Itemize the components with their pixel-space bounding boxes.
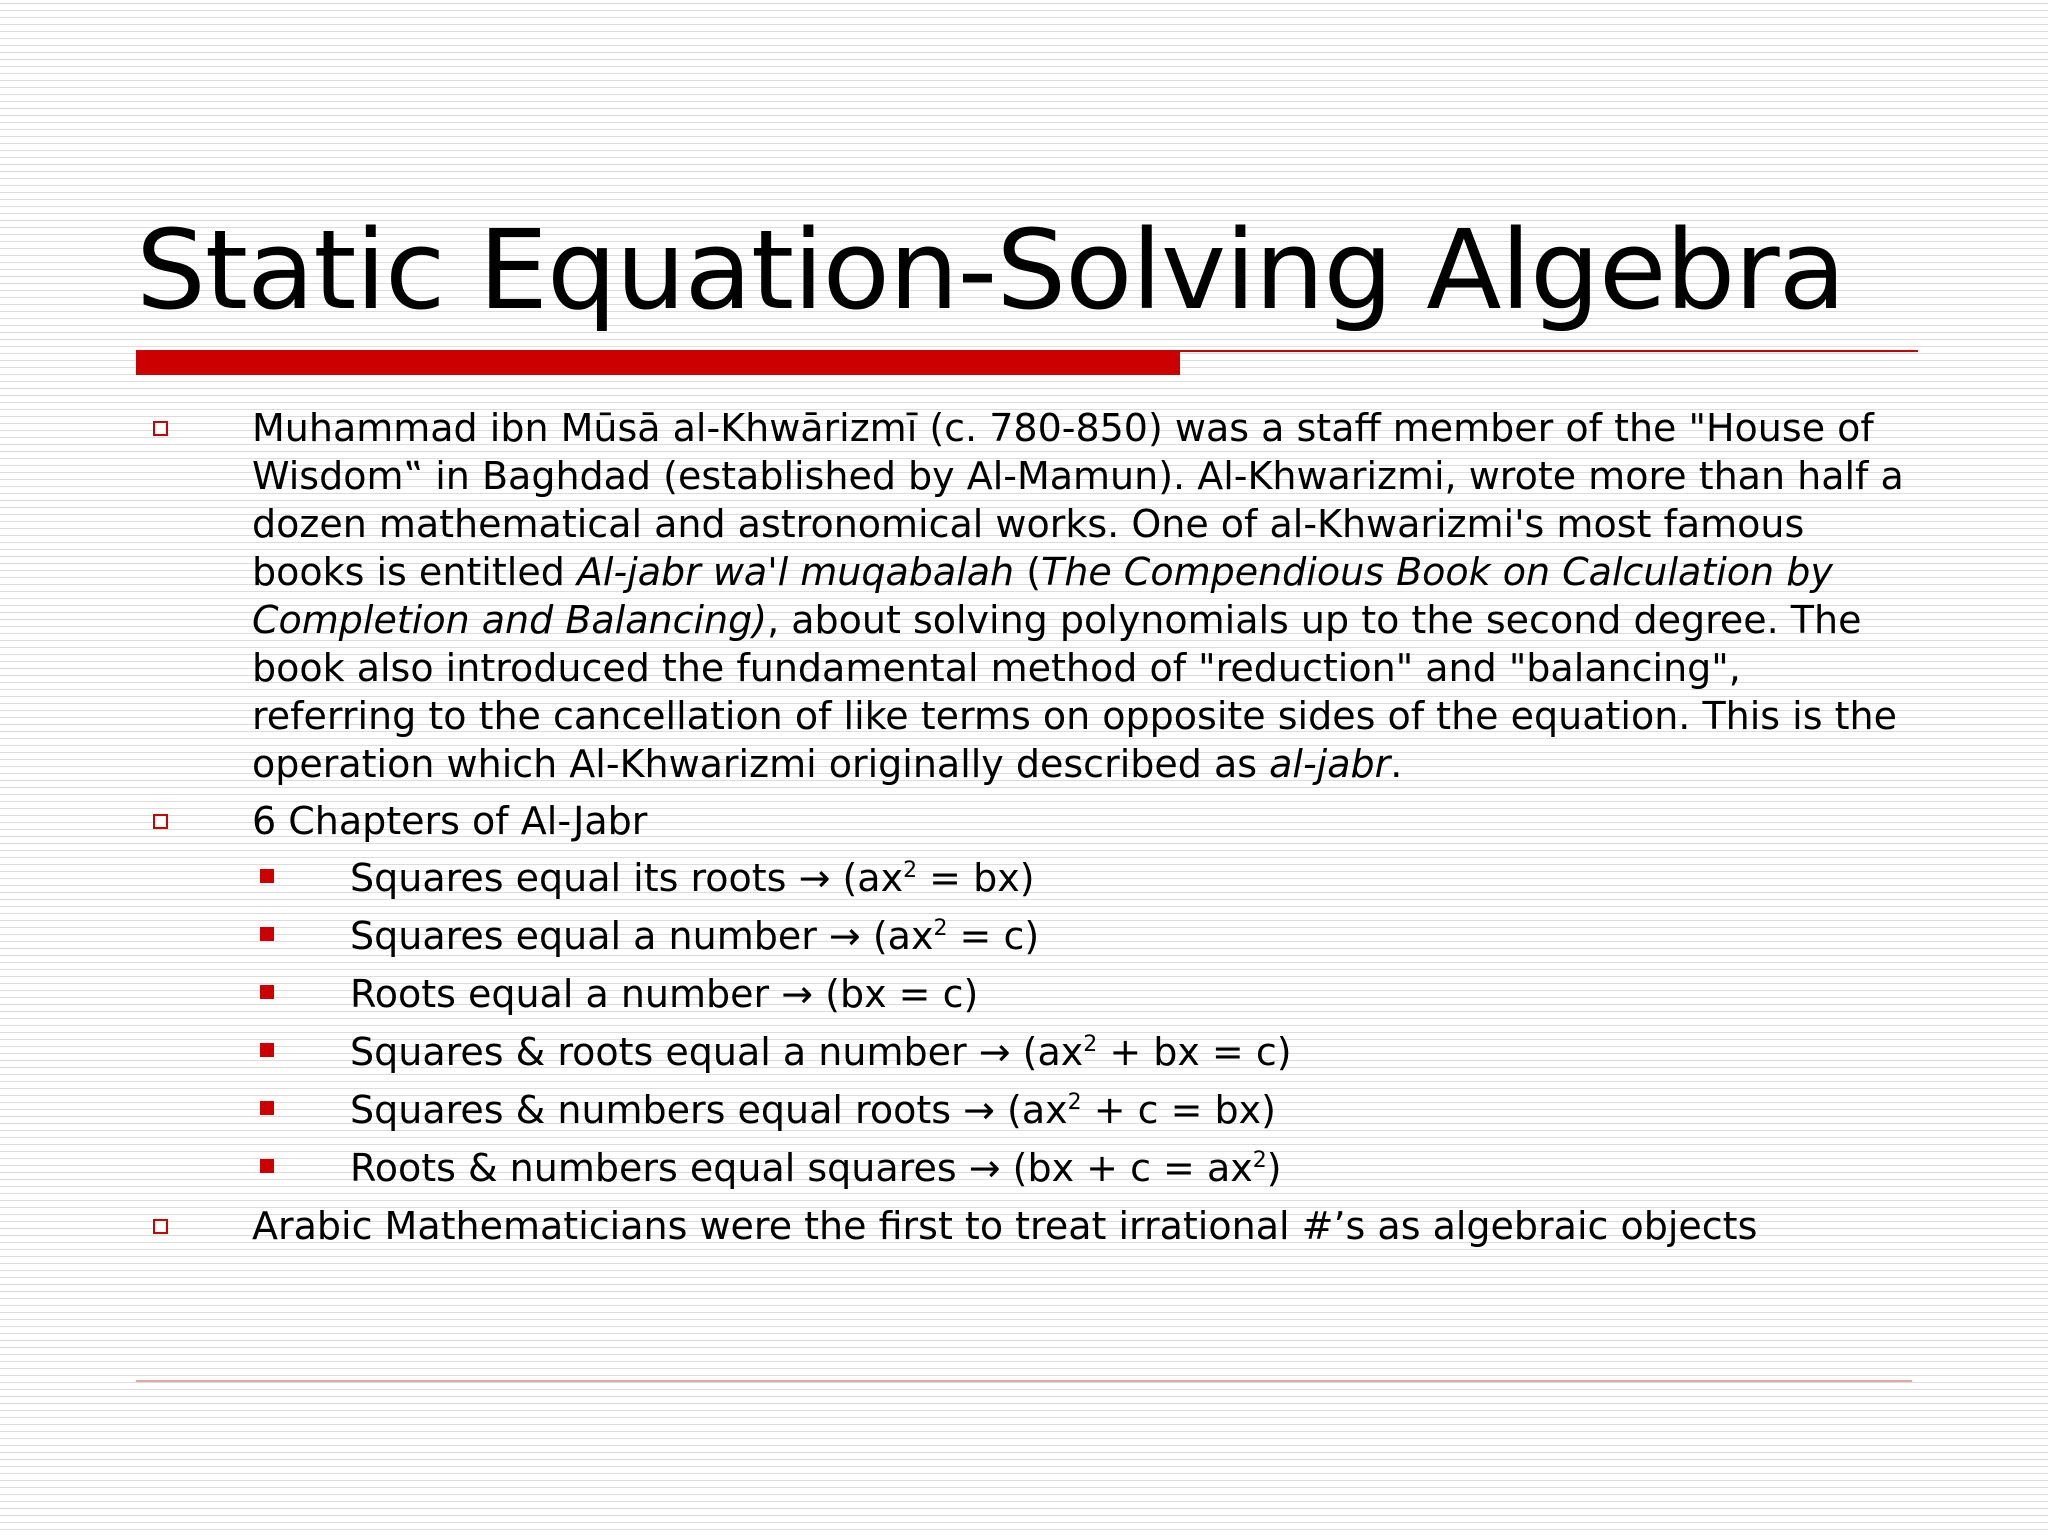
chapter-equation: (bx = c) xyxy=(813,972,979,1016)
title-rule-thick xyxy=(136,350,1180,375)
bullet-text: Arabic Mathematicians were the first to treat irrational #’s as algebraic objects xyxy=(252,1204,1758,1248)
bullet-text: ( xyxy=(1014,550,1042,594)
bullet-al-khwarizmi xyxy=(136,404,1916,788)
chapter-equation: $(ax^2 + c = bx)$ xyxy=(994,1088,1276,1132)
right-arrow-icon: → xyxy=(798,856,831,900)
filled-square-bullet-icon xyxy=(260,927,274,941)
filled-square-bullet-icon xyxy=(260,1159,274,1173)
hollow-square-bullet-icon xyxy=(153,1219,168,1234)
footer-rule xyxy=(136,1380,1912,1382)
chapter-item xyxy=(252,1086,1916,1134)
book-title-arabic: Al-jabr wa'l muqabalah xyxy=(576,550,1015,594)
term-al-jabr: al-jabr xyxy=(1269,742,1391,786)
chapter-equation: $(ax^2 = c)$ xyxy=(860,914,1040,958)
filled-square-bullet-icon xyxy=(260,1043,274,1057)
chapter-equation: $(ax^2 = bx)$ xyxy=(830,856,1035,900)
title-rule-thin xyxy=(1180,350,1918,352)
right-arrow-icon: → xyxy=(963,1088,995,1132)
bullet-text: 6 Chapters of Al-Jabr xyxy=(252,799,648,843)
right-arrow-icon: → xyxy=(781,972,814,1016)
chapter-equation: $(bx + c = ax^2)$ xyxy=(1000,1146,1282,1190)
hollow-square-bullet-icon xyxy=(153,421,168,436)
chapter-label: Squares equal a number xyxy=(350,914,829,958)
chapter-item xyxy=(252,1028,1916,1076)
bullet-text: . xyxy=(1390,742,1403,786)
book-title-english: The Compendious Book on Calculation by Completion and Balancing) xyxy=(252,550,1833,642)
chapter-label: Roots & numbers equal squares xyxy=(350,1146,969,1190)
chapter-label: Squares & numbers equal roots xyxy=(350,1088,964,1132)
right-arrow-icon: → xyxy=(978,1030,1011,1074)
slide-content xyxy=(136,404,1916,1259)
chapter-label: Roots equal a number xyxy=(350,972,782,1016)
chapter-label: Squares & roots equal a number xyxy=(350,1030,979,1074)
bullet-text: , about solving polynomials up to the second degree. The book also introduced the fundamental method of "reduction" and "balancing", referring to the cancellation of like terms on opposite sides of the equation. This is the operation which Al-Khwarizmi originally described as xyxy=(252,598,1897,786)
chapter-item xyxy=(252,854,1916,902)
filled-square-bullet-icon xyxy=(260,985,274,999)
bullet-irrational-numbers xyxy=(136,1202,1916,1250)
chapter-item xyxy=(252,1144,1916,1192)
slide-title: Static Equation-Solving Algebra xyxy=(136,206,1845,334)
chapter-item xyxy=(252,970,1916,1018)
bullet-text: Muhammad ibn Mūsā al-Khwārizmī (c. 780-850) was a staff member of the "House of Wisdom‟ in Baghdad (established by Al-Mamun). Al-Khwarizmi, wrote more than half a dozen mathematical and astronomical works. One of al-Khwarizmi's most famous books is entitled xyxy=(252,406,1904,594)
chapter-item xyxy=(252,912,1916,960)
chapters-list xyxy=(252,854,1916,1192)
filled-square-bullet-icon xyxy=(260,869,274,883)
right-arrow-icon: → xyxy=(828,914,861,958)
chapter-label: Squares equal its roots xyxy=(350,856,799,900)
chapter-equation: ($ax^2$ + bx = c) xyxy=(1010,1030,1292,1074)
hollow-square-bullet-icon xyxy=(153,814,168,829)
bullet-chapters xyxy=(136,797,1916,845)
right-arrow-icon: → xyxy=(968,1146,1001,1190)
filled-square-bullet-icon xyxy=(260,1101,274,1115)
